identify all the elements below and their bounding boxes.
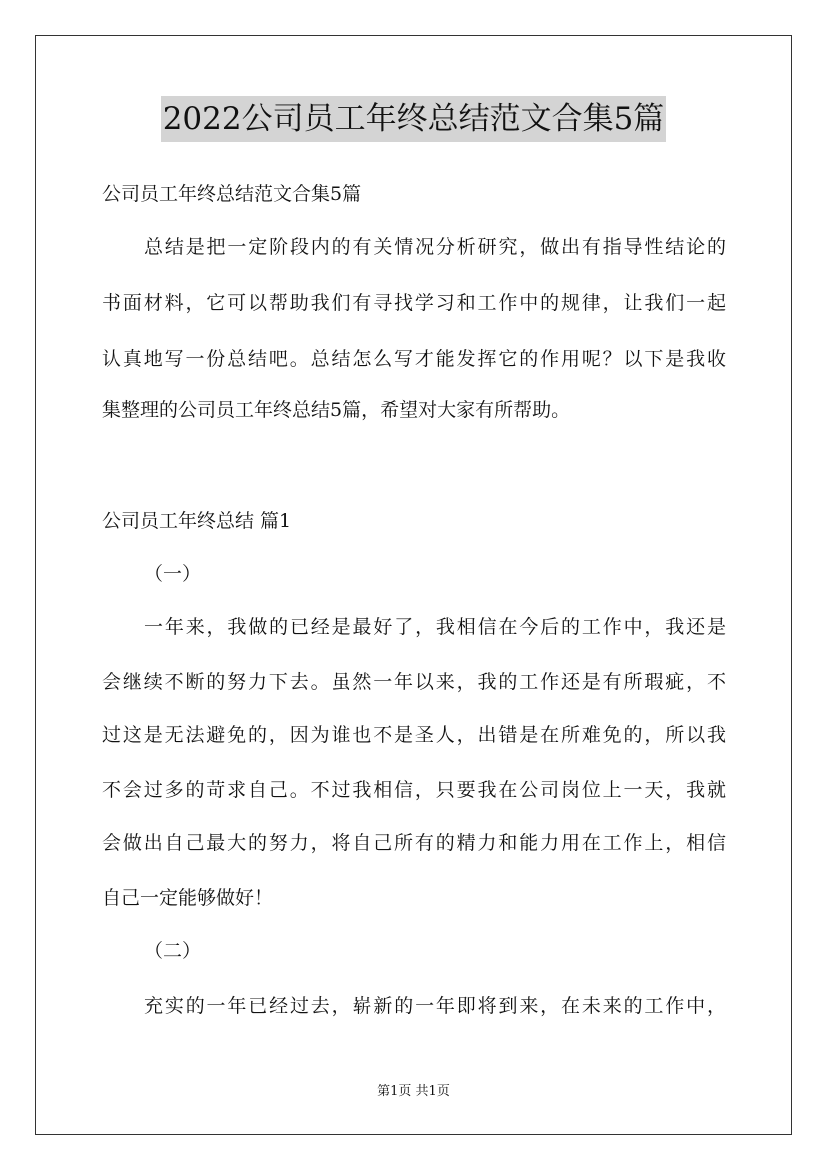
part-one-line-2: 会继续不断的努力下去。虽然一年以来，我的工作还是有所瑕疵，不 [102, 671, 726, 693]
intro-line-2: 书面材料，它可以帮助我们有寻找学习和工作中的规律，让我们一起 [102, 292, 726, 314]
part-one-line-5: 会做出自己最大的努力，将自己所有的精力和能力用在工作上，相信 [102, 832, 726, 854]
part-two-label: （二） [144, 940, 202, 962]
intro-line-1: 总结是把一定阶段内的有关情况分析研究，做出有指导性结论的 [144, 236, 726, 258]
part-one-line-1: 一年来，我做的已经是最好了，我相信在今后的工作中，我还是 [144, 616, 726, 638]
part-one-label: （一） [144, 563, 202, 585]
page-footer: 第1页 共1页 [377, 1084, 450, 1099]
part-one-line-4: 不会过多的苛求自己。不过我相信，只要我在公司岗位上一天，我就 [102, 779, 726, 801]
part-one-line-6: 自己一定能够做好！ [102, 887, 274, 909]
document-title: 2022公司员工年终总结范文合集5篇 [161, 96, 667, 142]
part-two-line-1: 充实的一年已经过去，崭新的一年即将到来，在未来的工作中， [144, 995, 726, 1017]
intro-line-4: 集整理的公司员工年终总结5篇，希望对大家有所帮助。 [102, 399, 571, 421]
part-one-line-3: 过这是无法避免的，因为谁也不是圣人，出错是在所难免的，所以我 [102, 724, 726, 746]
section-heading: 公司员工年终总结 篇1 [102, 510, 292, 532]
document-subtitle: 公司员工年终总结范文合集5篇 [102, 183, 362, 205]
title-container [0, 96, 827, 142]
intro-line-3: 认真地写一份总结吧。总结怎么写才能发挥它的作用呢？以下是我收 [102, 348, 726, 370]
